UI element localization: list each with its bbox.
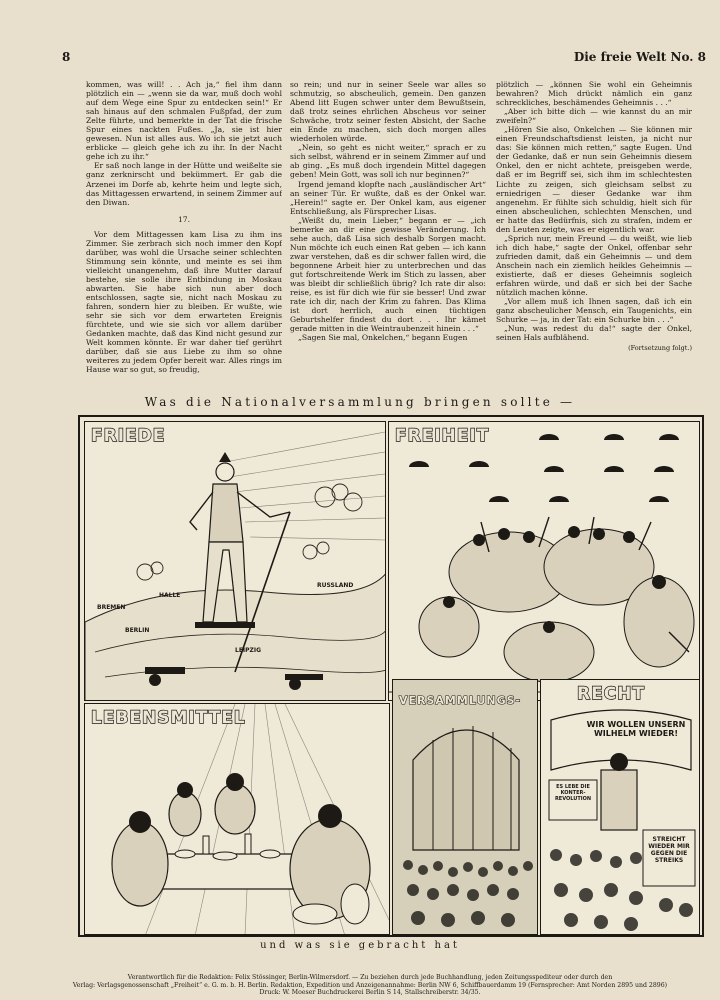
article-paragraph: „Weißt du, mein Lieber,“ begann er — „ich bemerke an dir eine gewisse Veränderung. Ich sehe auch, daß Lisa sich deshalb Sorgen macht. Nun möchte ich euch einen Rat geben — ich kann zwar verstehen, daß es dir schwer fallen wird, die begonnene Arbeit hier zu unterbrechen und das gut fortschreitende Werk im Stich zu lassen, aber was bleibt dir schließlich übrig? Ich rate dir also: reise, es ist für dich wie für sie besser! Und zwar rate ich dir, nach der Krim zu fahren. Das Klima ist dort herrlich, auch einen tüchtigen Geburtshelfer findest du dort . . . Ihr kämet gerade mitten in die Weintraubenzeit hinein . . .“ xyxy=(290,215,486,334)
article-paragraph: „Sprich nur, mein Freund — du weißt, wie lieb ich dich habe,“ sagte der Onkel, offenbar sehr zufrieden damit, daß ein Geheimnis — und dem Anschein nach ein ziemlich heikles Geheimnis — existierte, daß er dieses Geheimnis sogleich erfahren würde, und daß er sich bei der Sache nützlich machen könne. xyxy=(496,233,692,298)
imprint-line-3: Druck: W. Moeser Buchdruckerei Berlin S 14, Stallschreiberstr. 34/35. xyxy=(259,989,481,997)
article-paragraph: Vor dem Mittagessen kam Lisa zu ihm ins Zimmer. Sie zerbrach sich noch immer den Kopf darüber, was wohl die Ursache seiner schlechten Stimmung sein könnte, und meinte es sei ihm vielleicht unangenehm, daß ihre Mutter darauf bestehe, sie solle ihre Entbindung in Moskau abwarten. Sie habe sich nun aber doch entschlossen, sagte sie, nicht nach Moskau zu fahren, sondern hier zu bleiben. Er wußte, wie sehr sie sich vor dem erwarteten Ereignis fürchtete, und wie sie sich vor allem darüber Gedanken machte, daß das Kind nicht gesund zur Welt kommen könnte. Er war daher tief gerührt darüber, daß sie aus Liebe zu ihm so ohne weiteres zu jedem Opfer bereit war. Alles rings im Hause war so gut, so freudig, xyxy=(86,229,282,375)
map-label-russland: RUSSLAND xyxy=(317,582,354,589)
panel-title-friede: FRIEDE xyxy=(91,426,166,446)
imprint-footer xyxy=(40,974,700,997)
panel-versammlung xyxy=(392,679,538,935)
article-paragraph: kommen, was will! . . Ach ja,“ fiel ihm dann plötzlich ein — „wenn sie da war, muß doch wohl auf dem Wege eine Spur zu entdecken sein!“ Er sah hinaus auf den schmalen Fußpfad, der zum Zelte führte, und bemerkte in der Tat die frische Spur eines nackten Fußes. „Ja, sie ist hier gewesen. Nun ist alles aus. Wo ich sie jetzt auch erblicke — gleich gehe ich zu ihr. In der Nacht gehe ich zu ihr.“ xyxy=(86,80,282,162)
imprint-line-1: Verantwortlich für die Redaktion: Felix Stössinger, Berlin-Wilmersdorf. — Zu beziehen durch jede Buchhandlung, jeden Zeitungsspediteur oder durch den xyxy=(127,974,613,981)
banner-wilhelm: WIR WOLLEN UNSERN WILHELM WIEDER! xyxy=(586,720,686,738)
panel-title-recht: RECHT xyxy=(577,684,646,704)
friede-drawing xyxy=(85,422,386,701)
article-paragraph: (Fortsetzung folgt.) xyxy=(628,344,692,353)
map-label-bremen: BREMEN xyxy=(97,604,126,611)
publication-title: Die freie Welt No. 8 xyxy=(573,50,706,64)
cartoon-frame xyxy=(78,415,704,937)
article-column-1 xyxy=(86,80,282,380)
recht-drawing xyxy=(541,680,700,935)
article-paragraph: Irgend jemand klopfte nach „ausländischer Art“ an seiner Tür. Er wußte, daß es der Onkel war. „Herein!“ sagte er. Der Onkel kam, aus eigener Entschließung, als Fürsprecher Lisas. xyxy=(290,179,486,216)
article-paragraph: „Nun, was redest du da!“ sagte der Onkel, seinen Hals aufblähend. xyxy=(496,324,692,343)
versammlung-drawing xyxy=(393,680,538,935)
article-paragraph: so rein; und nur in seiner Seele war alles so schmutzig, so abscheulich, gemein. Den ganzen Abend litt Eugen schwer unter dem Bewußtsein, daß trotz seines ehrlichen Abscheus vor seiner Schwäche, trotz seiner festen Absicht, der Sache ein Ende zu machen, sich doch morgen alles wiederholen würde. xyxy=(290,80,486,144)
page-header xyxy=(62,50,706,66)
freiheit-drawing xyxy=(389,422,700,701)
page-number: 8 xyxy=(62,50,71,64)
article-column-3 xyxy=(496,80,692,380)
article-paragraph: „Vor allem muß ich Ihnen sagen, daß ich ein ganz abscheulicher Mensch, ein Taugenichts, ein Schurke — ja, in der Tat: ein Schurke bin . . .“ xyxy=(496,297,692,325)
panel-title-lebensmittel: LEBENSMITTEL xyxy=(91,708,246,728)
sign-streiks: STREICHT WIEDER MIR GEGEN DIE STREIKS xyxy=(648,836,690,864)
lebensmittel-drawing xyxy=(85,704,390,935)
panel-title-freiheit: FREIHEIT xyxy=(395,426,490,446)
article-paragraph: 17. xyxy=(177,214,191,224)
sign-konterrevolution: ES LEBE DIE KONTER- REVOLUTION xyxy=(554,784,592,802)
map-label-halle: HALLE xyxy=(159,592,181,599)
article-paragraph: „Hören Sie also, Onkelchen — Sie können mir einen Freundschaftsdienst leisten, ja nicht nur das: Sie können mich retten,“ sagte Eugen. Und der Gedanke, daß er nun sein Geheimnis diesem Onkel, den er nicht achtete, preisgeben werde, daß er im Begriff sei, sich ihm im schlechtesten Lichte zu zeigen, sich gleichsam selbst zu erniedrigen — dieser Gedanke war ihm angenehm. Er fühlte sich schuldig, hielt sich für einen abscheulichen, schlechten Menschen, und er hatte das Bedürfnis, sich zu strafen, indem er den Leuten zeigte, was er eigentlich war. xyxy=(496,125,692,234)
article-paragraph: „Aber ich bitte dich — wie kannst du an mir zweifeln?“ xyxy=(496,107,692,126)
article-paragraph: plötzlich — „können Sie wohl ein Geheimnis bewahren? Mich drückt nämlich ein ganz schreckliches, beschämendes Geheimnis . . .“ xyxy=(496,80,692,108)
panel-freiheit xyxy=(388,421,700,701)
panel-lebensmittel xyxy=(84,703,390,935)
panel-friede xyxy=(84,421,386,701)
cartoon-caption: und was sie gebracht hat xyxy=(260,940,460,951)
map-label-berlin: BERLIN xyxy=(125,627,150,634)
article-paragraph: „Nein, so geht es nicht weiter,“ sprach er zu sich selbst, während er in seinem Zimmer auf und ab ging. „Es muß doch irgendein Mittel dagegen geben! Mein Gott, was soll ich nur beginnen?“ xyxy=(290,143,486,180)
cartoon-headline: Was die Nationalversammlung bringen sollte — xyxy=(144,395,576,409)
panel-title-versammlung: VERSAMMLUNGS- xyxy=(399,694,522,707)
map-label-leipzig: LEIPZIG xyxy=(235,647,262,654)
article-column-2 xyxy=(290,80,486,380)
article-paragraph: Er saß noch lange in der Hütte und weißelte sie ganz zerknirscht und bekümmert. Er gab die Arzenei im Dorfe ab, kehrte heim und legte sich, das Mittagessen erwartend, in seinem Zimmer auf den Diwan. xyxy=(86,161,282,207)
imprint-line-2: Verlag: Verlagsgenossenschaft „Freiheit“ e. G. m. b. H. Berlin. Redaktion, Expedition und Anzeigenannahme: Berlin NW 6, Schiffbauerdamm 19 (Fernsprecher: Amt Norden 2895 und 2896) xyxy=(72,981,668,989)
panel-recht xyxy=(540,679,700,935)
article-paragraph: „Sagen Sie mal, Onkelchen,“ begann Eugen xyxy=(298,333,468,343)
